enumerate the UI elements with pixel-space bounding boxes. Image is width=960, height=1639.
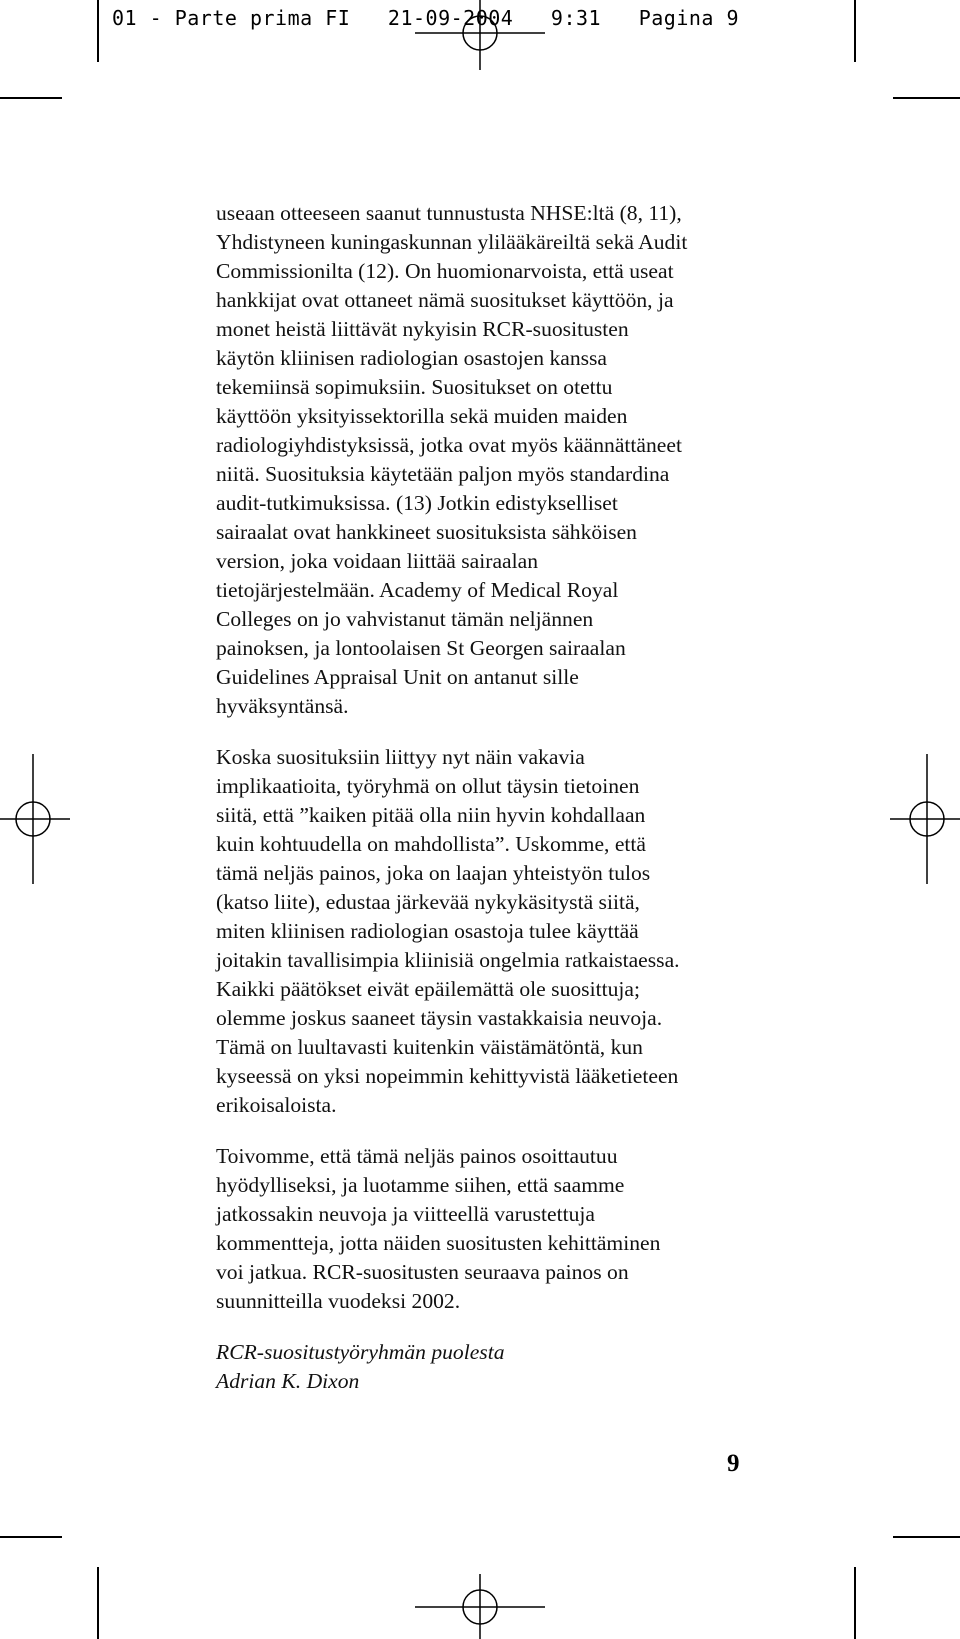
text-line: Koska suosituksiin liittyy nyt näin vakavia [216,745,585,769]
text-line: implikaatioita, työryhmä on ollut täysin tietoinen [216,774,640,798]
registration-mark-top-icon [415,0,545,70]
text-line: audit-tutkimuksissa. (13) Jotkin edistykselliset [216,491,618,515]
text-line: Guidelines Appraisal Unit on antanut sille [216,665,579,689]
text-line: radiologiyhdistyksissä, jotka ovat myös käännättäneet [216,433,682,457]
text-line: niitä. Suosituksia käytetään paljon myös standardina [216,462,670,486]
paragraph-spacer [216,1316,776,1338]
text-line: tämä neljäs painos, joka on laajan yhteistyön tulos [216,861,651,885]
registration-mark-right-icon [890,754,960,884]
text-line: käytön kliinisen radiologian osastojen kanssa [216,346,608,370]
crop-mark-top-right-h [893,97,960,99]
text-line: (katso liite), edustaa järkevää nykykäsitystä siitä, [216,890,640,914]
text-line: sairaalat ovat hankkineet suosituksista sähköisen [216,520,637,544]
text-line: joitakin tavallisimpia kliinisiä ongelmia ratkaistaessa. [216,948,680,972]
text-line: kuin kohtuudella on mahdollista”. Uskomme, että [216,832,646,856]
text-line: suunnitteilla vuodeksi 2002. [216,1289,461,1313]
text-line: olemme joskus saaneet täysin vastakkaisia neuvoja. [216,1006,663,1030]
text-line: hyödylliseksi, ja luotamme siihen, että saamme [216,1173,625,1197]
text-line: jatkossakin neuvoja ja viitteellä varustettuja [216,1202,595,1226]
print-slug: 01 - Parte prima FI 21-09-2004 9:31 Pagina 9 [112,6,740,30]
text-line: version, joka voidaan liittää sairaalan [216,549,538,573]
text-line: useaan otteeseen saanut tunnustusta NHSE:ltä (8, 11), [216,201,682,225]
signature-line: RCR-suositustyöryhmän puolesta [216,1340,505,1364]
text-line: hankkijat ovat ottaneet nämä suositukset käyttöön, ja [216,288,674,312]
crop-mark-bottom-right-v [854,1567,856,1639]
page-body [216,199,776,1396]
text-line: tekemiinsä sopimuksiin. Suositukset on otettu [216,375,613,399]
crop-mark-top-right-v [854,0,856,62]
paragraph-1 [216,199,776,721]
crop-mark-bottom-left-v [97,1567,99,1639]
text-line: erikoisaloista. [216,1093,337,1117]
registration-mark-bottom-icon [415,1574,545,1639]
crop-mark-bottom-right-h [893,1536,960,1538]
crop-mark-top-left-h [0,97,62,99]
signature-name: Adrian K. Dixon [216,1369,360,1393]
text-line: Yhdistyneen kuningaskunnan ylilääkäreiltä sekä Audit [216,230,688,254]
text-line: siitä, että ”kaiken pitää olla niin hyvin kohdallaan [216,803,646,827]
text-line: kyseessä on yksi nopeimmin kehittyvistä lääketieteen [216,1064,679,1088]
crop-mark-bottom-left-h [0,1536,62,1538]
page-number: 9 [727,1450,740,1477]
registration-mark-left-icon [0,754,70,884]
text-line: Kaikki päätökset eivät epäilemättä ole suosittuja; [216,977,640,1001]
paragraph-3 [216,1142,776,1316]
crop-mark-top-left-v [97,0,99,62]
text-line: monet heistä liittävät nykyisin RCR-suositusten [216,317,629,341]
text-line: painoksen, ja lontoolaisen St Georgen sairaalan [216,636,626,660]
text-line: Tämä on luultavasti kuitenkin väistämätöntä, kun [216,1035,643,1059]
signature-block [216,1338,776,1396]
paragraph-2 [216,743,776,1120]
paragraph-spacer [216,721,776,743]
text-line: käyttöön yksityissektorilla sekä muiden maiden [216,404,628,428]
text-line: tietojärjestelmään. Academy of Medical Royal [216,578,619,602]
paragraph-spacer [216,1120,776,1142]
text-line: Colleges on jo vahvistanut tämän neljännen [216,607,594,631]
text-line: miten kliinisen radiologian osastoja tulee käyttää [216,919,639,943]
text-line: Commissionilta (12). On huomionarvoista, että useat [216,259,674,283]
text-line: voi jatkua. RCR-suositusten seuraava painos on [216,1260,629,1284]
text-line: Toivomme, että tämä neljäs painos osoittautuu [216,1144,618,1168]
text-line: hyväksyntänsä. [216,694,349,718]
text-line: kommentteja, jotta näiden suositusten kehittäminen [216,1231,661,1255]
